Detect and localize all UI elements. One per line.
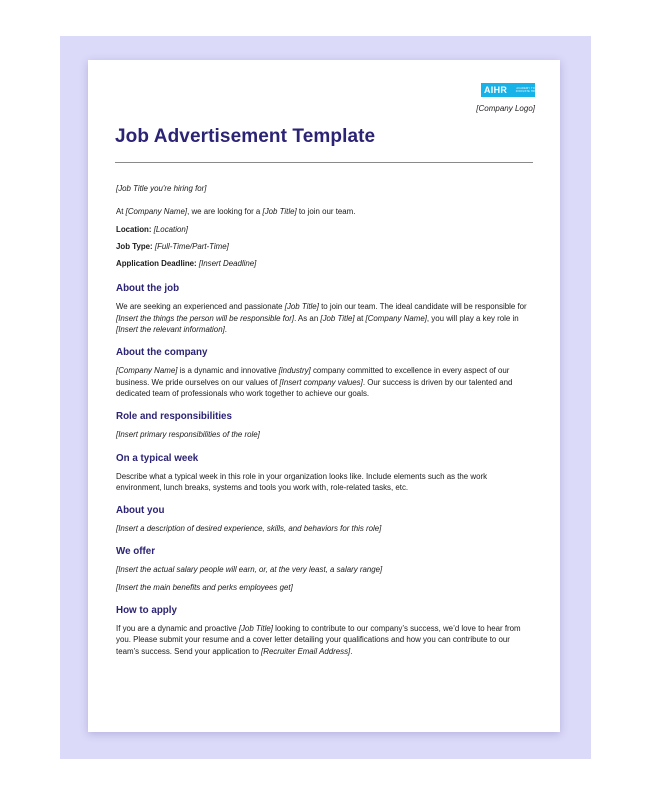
we-offer-salary xyxy=(116,564,534,575)
deadline-line xyxy=(116,258,534,269)
responsibilities-text xyxy=(116,429,534,440)
body-text: looking to contribute to our company’s success, we’d love to hear from you. Please submit your resume and a cover letter detailing your qualifications and how you can contribute to our team’s success. Send your application to xyxy=(116,624,521,656)
location-value: [Location] xyxy=(153,224,188,234)
typical-week-text: Describe what a typical week in this role in your organization looks like. Include elements such as the work environment, lunch breaks, systems and tools you work with, role-related tasks, etc. xyxy=(116,471,488,492)
body-text: . xyxy=(350,646,353,656)
job-type-line xyxy=(116,241,534,252)
placeholder: [Company Name] xyxy=(365,313,427,323)
aihr-logo xyxy=(481,83,535,97)
body-text: company committed to excellence in every aspect of our business. We pride ourselves on our values of xyxy=(116,366,510,387)
about-company-text xyxy=(116,365,534,399)
about-job-text xyxy=(116,301,534,335)
location-line xyxy=(116,224,534,235)
heading-we-offer: We offer xyxy=(116,546,156,558)
recruiter-email-placeholder: [Recruiter Email Address] xyxy=(261,646,351,656)
body-text: at xyxy=(354,313,366,323)
logo-text: AIHR xyxy=(484,85,508,95)
heading-about-company: About the company xyxy=(116,347,208,359)
deadline-label: Application Deadline: xyxy=(116,259,197,269)
placeholder: [Company Name] xyxy=(116,366,178,376)
heading-about-you: About you xyxy=(116,505,165,517)
intro-text: to join our team. xyxy=(296,207,356,217)
intro-text: , we are looking for a xyxy=(187,207,263,217)
body-text: , you will play a key role in xyxy=(426,313,519,323)
company-name-placeholder: [Company Name] xyxy=(125,207,188,217)
placeholder: [Insert a description of desired experience, skills, and behaviors for this role] xyxy=(116,524,382,534)
body-text: is a dynamic and innovative xyxy=(177,366,279,376)
placeholder: [Job Title] xyxy=(320,313,355,323)
document-page xyxy=(88,60,560,732)
body-text: to join our team. The ideal candidate will be responsible for xyxy=(318,302,527,312)
body-text: . Our success is driven by our talented and dedicated team of professionals who work together to achieve our goals. xyxy=(116,377,513,398)
job-title-placeholder: [Job Title] xyxy=(262,207,297,217)
placeholder: [Insert the main benefits and perks employees get] xyxy=(116,582,293,592)
heading-about-job: About the job xyxy=(116,283,180,295)
job-title-line xyxy=(116,183,534,194)
document-title: Job Advertisement Template xyxy=(115,126,376,147)
placeholder: [Insert company values] xyxy=(279,377,363,387)
deadline-value: [Insert Deadline] xyxy=(198,259,257,269)
placeholder: [Job Title] xyxy=(238,624,273,634)
body-text: . xyxy=(224,325,227,335)
placeholder: [industry] xyxy=(278,366,311,376)
job-type-label: Job Type: xyxy=(116,241,153,251)
we-offer-benefits xyxy=(116,582,534,593)
body-text: We are seeking an experienced and passionate xyxy=(116,302,285,312)
how-to-apply-text xyxy=(116,623,534,657)
title-divider xyxy=(115,162,533,163)
placeholder: [Job Title] xyxy=(284,302,319,312)
document-body xyxy=(116,183,534,657)
intro-sentence xyxy=(116,206,534,217)
logo-tagline: ACADEMY TO INNOVATE HR xyxy=(515,87,535,93)
location-label: Location: xyxy=(116,224,152,234)
body-text: If you are a dynamic and proactive xyxy=(116,624,239,634)
about-you-text xyxy=(116,523,534,534)
placeholder: [Insert the things the person will be responsible for] xyxy=(116,313,295,323)
placeholder: [Insert primary responsibilities of the role] xyxy=(116,430,260,440)
heading-responsibilities: Role and responsibilities xyxy=(116,411,232,423)
job-title-placeholder: [Job Title you're hiring for] xyxy=(116,184,207,193)
job-type-value: [Full-Time/Part-Time] xyxy=(154,241,229,251)
heading-typical-week: On a typical week xyxy=(116,452,199,464)
heading-how-to-apply: How to apply xyxy=(116,605,177,617)
placeholder: [Insert the actual salary people will earn, or, at the very least, a salary range] xyxy=(116,565,383,575)
intro-text: At xyxy=(116,207,126,217)
logo-caption: [Company Logo] xyxy=(476,104,535,113)
placeholder: [Insert the relevant information] xyxy=(116,325,225,335)
company-logo-area xyxy=(476,83,535,113)
body-text: . As an xyxy=(294,313,321,323)
